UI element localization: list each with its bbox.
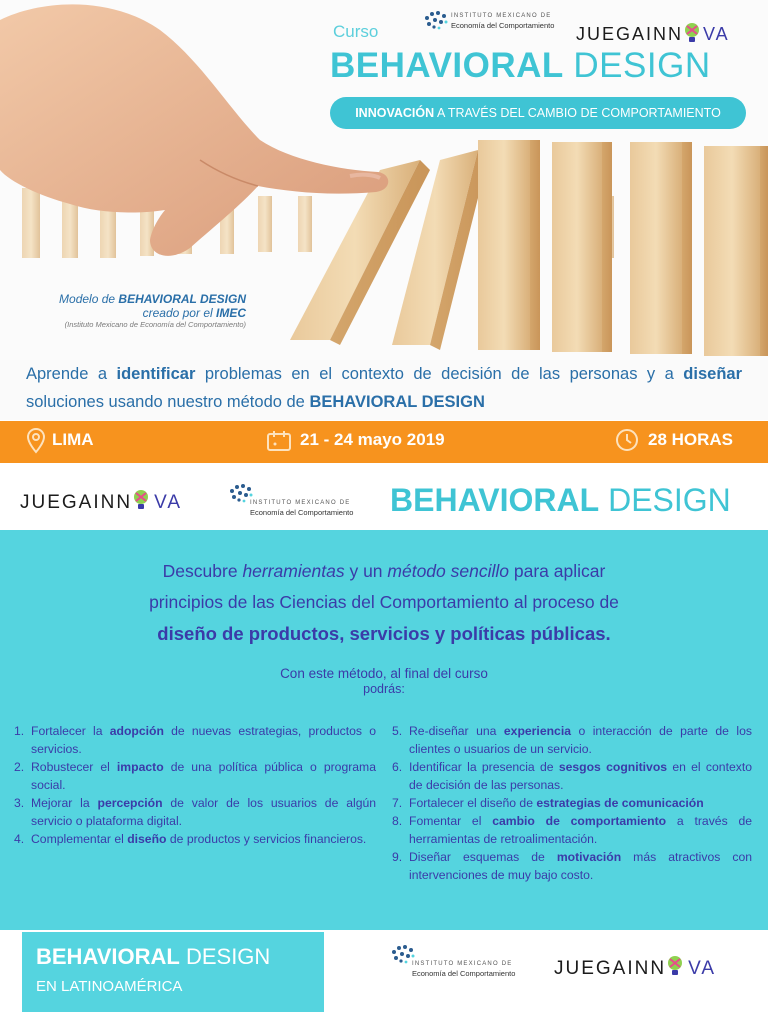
method-line2: podrás: [363, 682, 405, 696]
event-info-bar [0, 421, 768, 463]
bottom-subtitle: EN LATINOAMÉRICA [36, 978, 183, 995]
list-item [14, 830, 376, 848]
list-item-number: 6. [392, 760, 403, 774]
list-item-post: a través de herramientas de retroalimentación. [409, 814, 753, 846]
strip-title-bold: BEHAVIORAL [390, 482, 600, 518]
imec-name-line2: Economía del Comportamiento [451, 21, 555, 30]
imec-name-line1: INSTITUTO MEXICANO DE [250, 500, 351, 506]
list-item-pre: Mejorar la [31, 796, 90, 810]
logo-text-va: VA [154, 492, 183, 513]
list-item-number: 5. [392, 724, 403, 738]
caption-line1-bold: BEHAVIORAL DESIGN [118, 292, 246, 306]
intro-p1: Aprende a [26, 365, 108, 383]
location-pin-icon [26, 428, 46, 454]
list-item-bold: sesgos cognitivos [558, 760, 668, 774]
juegainnova-logo-top [576, 22, 730, 45]
main-title [330, 46, 711, 86]
logo-text-inn: INN [93, 492, 133, 513]
list-item-number: 1. [14, 724, 25, 738]
logo-text-juega: JUEGA [576, 24, 647, 44]
caption-line1-pre: Modelo de [59, 292, 116, 306]
list-item-pre: Fortalecer el diseño de [409, 796, 533, 810]
intro-paragraph [26, 360, 742, 416]
list-item-pre: Robustecer el [31, 760, 110, 774]
strip-title-light: DESIGN [608, 482, 731, 518]
lead-a: Descubre [162, 561, 238, 581]
lead-e: para aplicar [513, 561, 606, 581]
list-item [14, 794, 376, 830]
imec-name-line1: INSTITUTO MEXICANO DE [451, 13, 552, 19]
event-city: LIMA [52, 430, 94, 449]
list-item-post: en el contexto de decisión de las personas. [409, 760, 752, 792]
list-item-post: de productos y servicios financieros. [169, 832, 367, 846]
imec-name-line2: Economía del Comportamiento [250, 508, 354, 517]
lead-text [0, 556, 768, 649]
strip-title [390, 482, 731, 519]
lead-line2: principios de las Ciencias del Comportamiento al proceso de [149, 592, 619, 612]
logo-strip [0, 465, 768, 540]
caption-line2-bold: IMEC [216, 306, 246, 320]
intro-p2: problemas en el contexto de decisión de las personas y a [204, 365, 674, 383]
list-item-number: 2. [14, 760, 25, 774]
list-item [14, 722, 376, 758]
main-title-bold: BEHAVIORAL [330, 46, 564, 85]
logo-text-va: VA [703, 24, 730, 44]
benefits-list-left [14, 722, 376, 848]
lead-line3: diseño de productos, servicios y políticas públicas. [157, 623, 611, 644]
list-item [392, 848, 752, 884]
tagline-bold: INNOVACIÓN [355, 106, 435, 120]
list-item-bold: adopción [109, 724, 164, 738]
imec-name-line1: INSTITUTO MEXICANO DE [412, 961, 513, 967]
calendar-icon [266, 430, 292, 452]
list-item-post: más atractivos con intervenciones de muy bajo costo. [409, 850, 753, 882]
method-line1: Con este método, al final del curso [280, 666, 488, 681]
juegainnova-logo-bottom [554, 955, 716, 980]
logo-text-juega: JUEGA [20, 492, 94, 513]
tagline-rest: A TRAVÉS DEL CAMBIO DE COMPORTAMIENTO [436, 106, 721, 120]
clock-icon [614, 427, 640, 453]
list-item [392, 794, 752, 812]
intro-p3: soluciones usando nuestro método de [26, 393, 305, 411]
hero-section [0, 0, 768, 420]
benefits-list-right [392, 722, 752, 884]
tagline-pill [330, 97, 746, 129]
lightbulb-icon [666, 955, 688, 980]
intro-b2: diseñar [683, 365, 742, 383]
list-item-pre: Fortalecer la [31, 724, 103, 738]
brain-network-icon [423, 10, 449, 32]
caption-line2-pre: creado por el [142, 306, 213, 320]
intro-b1: identificar [116, 365, 196, 383]
imec-name-line2: Economía del Comportamiento [412, 969, 516, 978]
logo-text-inn: INN [646, 24, 684, 44]
list-item-post: de una política pública o programa social. [31, 760, 376, 792]
lead-d: método sencillo [387, 561, 510, 581]
list-item-pre: Identificar la presencia de [409, 760, 554, 774]
list-item [14, 758, 376, 794]
lightbulb-icon [132, 489, 154, 514]
bottom-title-bold: BEHAVIORAL [36, 944, 180, 969]
juegainnova-logo-strip [20, 489, 182, 514]
lightbulb-icon [683, 22, 703, 45]
list-item-number: 7. [392, 796, 403, 810]
list-item-number: 3. [14, 796, 25, 810]
logo-text-va: VA [688, 958, 717, 979]
list-item [392, 758, 752, 794]
photo-caption [20, 292, 246, 329]
list-item-post: de valor de los usuarios de algún servicio o plataforma digital. [31, 796, 377, 828]
method-intro [0, 666, 768, 696]
list-item-bold: diseño [127, 832, 167, 846]
list-item [392, 722, 752, 758]
list-item-bold: percepción [97, 796, 163, 810]
list-item-pre: Fomentar el [409, 814, 482, 828]
event-hours: 28 HORAS [648, 430, 734, 449]
list-item-bold: experiencia [503, 724, 571, 738]
intro-b3: BEHAVIORAL DESIGN [309, 393, 485, 411]
list-item-bold: cambio de comportamiento [492, 814, 667, 828]
logo-text-juega: JUEGA [554, 958, 628, 979]
main-title-light: DESIGN [573, 46, 711, 85]
list-item-bold: estrategias de comunicación [536, 796, 704, 810]
list-item-post: o interacción de parte de los clientes o usuarios de un servicio. [409, 724, 753, 756]
list-item-number: 4. [14, 832, 25, 846]
list-item-number: 8. [392, 814, 403, 828]
list-item-pre: Complementar el [31, 832, 124, 846]
event-dates: 21 - 24 mayo 2019 [300, 430, 445, 449]
logo-text-inn: INN [627, 958, 667, 979]
list-item-pre: Diseñar esquemas de [409, 850, 545, 864]
list-item-number: 9. [392, 850, 403, 864]
list-item [392, 812, 752, 848]
caption-line3: (Instituto Mexicano de Economía del Comportamiento) [64, 320, 246, 329]
bottom-title [36, 944, 270, 970]
bottom-title-light: DESIGN [185, 944, 271, 969]
lead-b: herramientas [242, 561, 345, 581]
lead-c: y un [349, 561, 383, 581]
list-item-pre: Re-diseñar una [409, 724, 497, 738]
list-item-bold: impacto [116, 760, 164, 774]
course-label: Curso [333, 22, 379, 41]
list-item-bold: motivación [556, 850, 622, 864]
list-item-post: de nuevas estrategias, productos o servicios. [31, 724, 376, 756]
